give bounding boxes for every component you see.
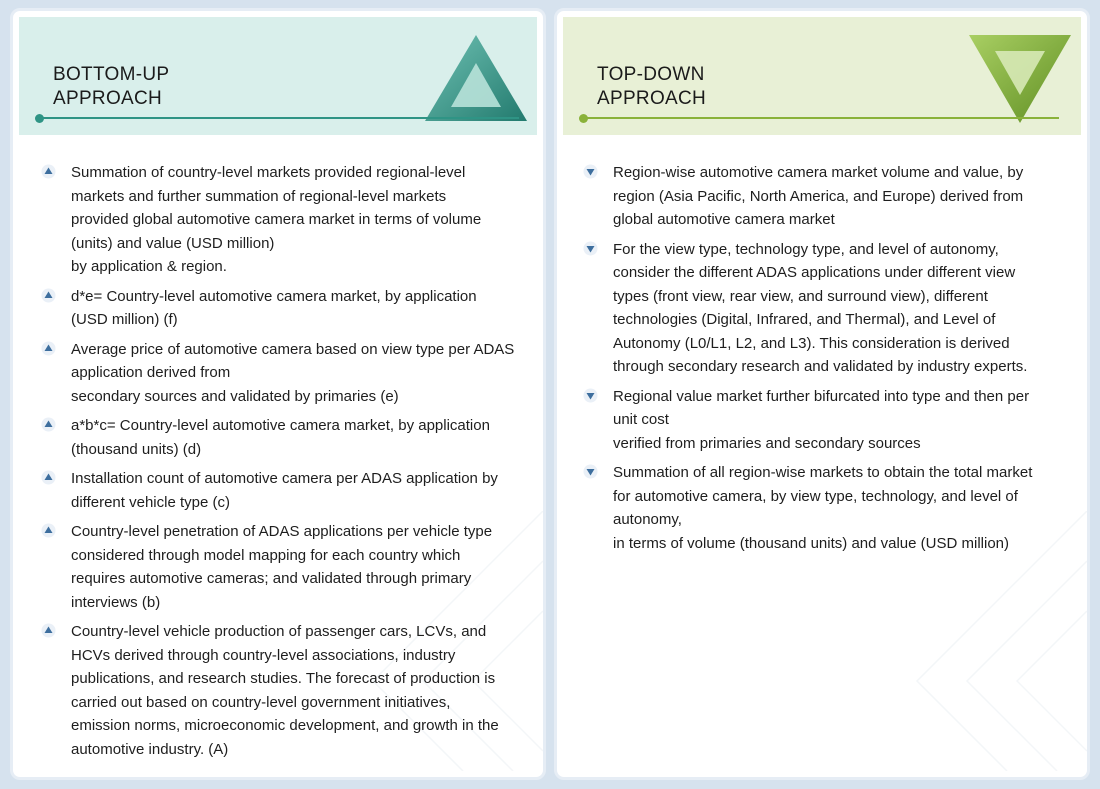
list-item [41,620,525,761]
item-line: unit cost [613,411,669,428]
triangle-up-icon [423,33,529,123]
bottom-up-header [19,17,537,135]
up-arrow-bullet-icon [41,470,56,485]
bottom-up-underline [39,117,519,119]
item-line: Installation count of automotive camera per ADAS application by [71,470,498,487]
item-line: carried out based on country-level government initiatives, [71,693,451,711]
item-line: (thousand units) (d) [71,440,202,458]
top-down-title-line-1: TOP-DOWN [597,64,705,85]
list-item [583,238,1069,379]
item-line: automotive industry. (A) [71,740,229,758]
top-down-title-line-2: APPROACH [597,88,707,109]
up-arrow-bullet-icon [41,288,56,303]
item-line: d*e= Country-level automotive camera market, by application [71,287,477,305]
list-item [583,161,1069,232]
item-line: in terms of volume (thousand units) and value (USD million) [613,534,1009,552]
item-line: markets and further summation of regional-level markets [71,187,447,205]
list-item [41,520,525,614]
item-line: Country-level penetration of ADAS applications per vehicle type [71,523,493,540]
bottom-up-dot [35,114,44,123]
item-line: global automotive camera market [613,211,835,228]
item-line: different vehicle type (c) [71,493,230,511]
item-line: types (front view, rear view, and surround view), different [613,287,988,305]
item-line: Summation of all region-wise markets to obtain the total market [613,464,1033,481]
list-item [41,161,525,279]
bottom-up-title-line-2: APPROACH [53,88,163,109]
item-line: verified from primaries and secondary sources [613,434,921,452]
item-line: interviews (b) [71,593,161,611]
down-arrow-bullet-icon [583,164,598,179]
list-item [583,461,1069,555]
item-line: through secondary research and validated by industry experts. [613,358,1028,375]
triangle-down-icon [967,33,1073,125]
item-line: Autonomy (L0/L1, L2, and L3). This consideration is derived [613,334,1010,352]
top-down-dot [579,114,588,123]
top-down-list [583,161,1069,561]
item-line: application derived from [71,364,231,381]
top-down-underline [583,117,1059,119]
item-line: emission norms, microeconomic development, and growth in the [71,717,499,734]
item-line: requires automotive cameras; and validated through primary [71,570,472,587]
item-line: (units) and value (USD million) [71,234,275,252]
top-down-title [597,63,706,111]
down-arrow-bullet-icon [583,241,598,256]
up-arrow-bullet-icon [41,164,56,179]
item-line: region (Asia Pacific, North America, and Europe) derived from [613,187,1024,205]
item-line: (USD million) (f) [71,311,178,328]
list-item [41,467,525,514]
bottom-up-panel [10,8,546,780]
item-line: for automotive camera, by view type, technology, and level of [613,487,1018,505]
item-line: a*b*c= Country-level automotive camera market, by application [71,417,490,434]
item-line: Country-level vehicle production of passenger cars, LCVs, and [71,623,487,640]
up-arrow-bullet-icon [41,341,56,356]
bottom-up-title [53,63,169,111]
down-arrow-bullet-icon [583,464,598,479]
item-line: technologies (Digital, Infrared, and Thermal), and Level of [613,311,996,328]
top-down-panel [554,8,1090,780]
up-arrow-bullet-icon [41,623,56,638]
bottom-up-list [41,161,525,767]
up-arrow-bullet-icon [41,417,56,432]
down-arrow-bullet-icon [583,388,598,403]
item-line: considered through model mapping for each country which [71,546,461,564]
item-line: Average price of automotive camera based on view type per ADAS [71,340,515,358]
list-item [41,338,525,409]
item-line: Regional value market further bifurcated into type and then per [613,387,1030,405]
top-down-header [563,17,1081,135]
item-line: provided global automotive camera market in terms of volume [71,211,482,228]
item-line: secondary sources and validated by primaries (e) [71,387,399,405]
item-line: publications, and research studies. The forecast of production is [71,670,496,687]
item-line: Summation of country-level markets provided regional-level [71,164,466,181]
up-arrow-bullet-icon [41,523,56,538]
list-item [41,285,525,332]
bottom-up-title-line-1: BOTTOM-UP [53,64,170,85]
item-line: HCVs derived through country-level associations, industry [71,646,456,664]
item-line: Region-wise automotive camera market volume and value, by [613,164,1024,181]
list-item [41,414,525,461]
item-line: consider the different ADAS applications under different view [613,264,1016,281]
item-line: by application & region. [71,258,227,275]
item-line: For the view type, technology type, and level of autonomy, [613,240,999,258]
item-line: autonomy, [613,511,682,528]
list-item [583,385,1069,456]
